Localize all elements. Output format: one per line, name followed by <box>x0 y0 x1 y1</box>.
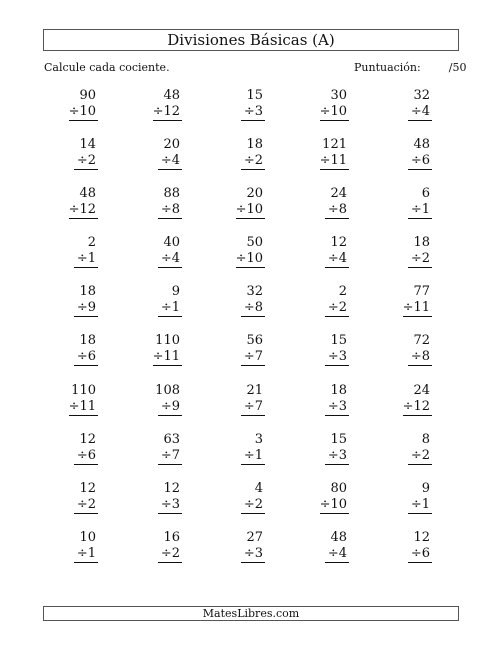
division-problem <box>372 432 432 465</box>
division-problem <box>122 186 182 219</box>
division-problem <box>38 481 98 514</box>
divisor: ÷12 <box>68 202 96 217</box>
division-problem <box>289 530 349 563</box>
division-problem <box>205 333 265 366</box>
division-problem <box>122 530 182 563</box>
division-problem <box>38 432 98 465</box>
division-problem <box>289 137 349 170</box>
dividend: 6 <box>421 186 430 201</box>
divisor: ÷6 <box>74 448 98 465</box>
dividend: 12 <box>79 432 96 447</box>
divisor: ÷12 <box>402 399 430 414</box>
divisor: ÷1 <box>158 300 182 317</box>
dividend: 12 <box>79 481 96 496</box>
divisor: ÷2 <box>241 153 265 170</box>
divisor: ÷3 <box>241 546 265 563</box>
dividend: 63 <box>163 432 180 447</box>
divisor: ÷7 <box>241 349 265 366</box>
division-problem <box>38 383 98 416</box>
dividend: 24 <box>330 186 347 201</box>
division-problem <box>372 481 432 514</box>
dividend: 80 <box>330 481 347 496</box>
divisor: ÷10 <box>319 497 347 512</box>
division-problem <box>38 333 98 366</box>
division-problem <box>205 88 265 121</box>
dividend: 48 <box>413 137 430 152</box>
division-problem <box>122 481 182 514</box>
divisor: ÷2 <box>325 300 349 317</box>
divisor: ÷2 <box>74 153 98 170</box>
division-problem <box>122 383 182 416</box>
dividend: 9 <box>171 284 180 299</box>
division-problem <box>372 137 432 170</box>
divisor: ÷2 <box>158 546 182 563</box>
divisor: ÷2 <box>241 497 265 514</box>
divisor: ÷11 <box>319 153 347 168</box>
divisor: ÷11 <box>402 300 430 315</box>
divisor: ÷4 <box>325 251 349 268</box>
dividend: 77 <box>413 284 430 299</box>
division-problem <box>205 186 265 219</box>
dividend: 48 <box>330 530 347 545</box>
division-problem <box>205 137 265 170</box>
division-problem <box>205 432 265 465</box>
dividend: 56 <box>246 333 263 348</box>
divisor: ÷1 <box>74 251 98 268</box>
divisor: ÷1 <box>408 497 432 514</box>
dividend: 12 <box>163 481 180 496</box>
dividend: 24 <box>413 383 430 398</box>
dividend: 3 <box>254 432 263 447</box>
dividend: 21 <box>246 383 263 398</box>
division-problem <box>38 186 98 219</box>
division-problem <box>372 235 432 268</box>
divisor: ÷3 <box>158 497 182 514</box>
division-problem <box>289 284 349 317</box>
division-problem <box>205 235 265 268</box>
dividend: 121 <box>322 137 347 152</box>
divisor: ÷11 <box>152 349 180 364</box>
division-problem <box>289 432 349 465</box>
dividend: 20 <box>163 137 180 152</box>
dividend: 15 <box>246 88 263 103</box>
division-problem <box>289 88 349 121</box>
dividend: 15 <box>330 333 347 348</box>
division-problem <box>372 333 432 366</box>
dividend: 18 <box>79 333 96 348</box>
division-problem <box>372 88 432 121</box>
dividend: 27 <box>246 530 263 545</box>
divisor: ÷4 <box>158 251 182 268</box>
dividend: 15 <box>330 432 347 447</box>
division-problem <box>372 383 432 416</box>
dividend: 16 <box>163 530 180 545</box>
divisor: ÷9 <box>158 399 182 416</box>
divisor: ÷4 <box>408 104 432 121</box>
division-problem <box>289 235 349 268</box>
instructions: Calcule cada cociente. <box>44 61 170 74</box>
division-problem <box>205 481 265 514</box>
divisor: ÷1 <box>241 448 265 465</box>
divisor: ÷12 <box>152 104 180 119</box>
division-problem <box>289 383 349 416</box>
divisor: ÷2 <box>74 497 98 514</box>
divisor: ÷2 <box>408 251 432 268</box>
divisor: ÷10 <box>319 104 347 119</box>
dividend: 30 <box>330 88 347 103</box>
footer-site: MatesLibres.com <box>43 606 459 621</box>
dividend: 20 <box>246 186 263 201</box>
dividend: 40 <box>163 235 180 250</box>
divisor: ÷8 <box>408 349 432 366</box>
divisor: ÷7 <box>158 448 182 465</box>
divisor: ÷1 <box>74 546 98 563</box>
divisor: ÷4 <box>325 546 349 563</box>
divisor: ÷1 <box>408 202 432 219</box>
divisor: ÷7 <box>241 399 265 416</box>
division-problem <box>122 333 182 366</box>
dividend: 18 <box>79 284 96 299</box>
dividend: 110 <box>71 383 96 398</box>
divisor: ÷6 <box>408 546 432 563</box>
dividend: 32 <box>413 88 430 103</box>
divisor: ÷2 <box>408 448 432 465</box>
dividend: 88 <box>163 186 180 201</box>
dividend: 48 <box>163 88 180 103</box>
division-problem <box>38 530 98 563</box>
dividend: 110 <box>155 333 180 348</box>
divisor: ÷4 <box>158 153 182 170</box>
dividend: 2 <box>87 235 96 250</box>
division-problem <box>205 284 265 317</box>
dividend: 50 <box>246 235 263 250</box>
divisor: ÷10 <box>68 104 96 119</box>
division-problem <box>122 88 182 121</box>
dividend: 9 <box>421 481 430 496</box>
dividend: 14 <box>79 137 96 152</box>
dividend: 8 <box>421 432 430 447</box>
divisor: ÷6 <box>408 153 432 170</box>
dividend: 18 <box>413 235 430 250</box>
division-problem <box>372 186 432 219</box>
dividend: 4 <box>254 481 263 496</box>
divisor: ÷8 <box>325 202 349 219</box>
division-problem <box>289 333 349 366</box>
division-problem <box>372 530 432 563</box>
division-problem <box>122 432 182 465</box>
dividend: 12 <box>330 235 347 250</box>
dividend: 32 <box>246 284 263 299</box>
dividend: 10 <box>79 530 96 545</box>
divisor: ÷11 <box>68 399 96 414</box>
divisor: ÷8 <box>158 202 182 219</box>
division-problem <box>205 383 265 416</box>
dividend: 48 <box>79 186 96 201</box>
score-total: /50 <box>448 61 467 74</box>
dividend: 18 <box>330 383 347 398</box>
divisor: ÷3 <box>325 448 349 465</box>
dividend: 18 <box>246 137 263 152</box>
score-label: Puntuación: <box>354 61 421 74</box>
division-problem <box>122 284 182 317</box>
division-problem <box>289 186 349 219</box>
divisor: ÷10 <box>235 251 263 266</box>
division-problem <box>38 88 98 121</box>
divisor: ÷10 <box>235 202 263 217</box>
division-problem <box>122 137 182 170</box>
dividend: 90 <box>79 88 96 103</box>
worksheet-title: Divisiones Básicas (A) <box>43 29 459 51</box>
divisor: ÷8 <box>241 300 265 317</box>
divisor: ÷9 <box>74 300 98 317</box>
divisor: ÷3 <box>325 399 349 416</box>
dividend: 72 <box>413 333 430 348</box>
division-problem <box>38 137 98 170</box>
division-problem <box>289 481 349 514</box>
division-problem <box>122 235 182 268</box>
division-problem <box>38 284 98 317</box>
dividend: 108 <box>155 383 180 398</box>
dividend: 2 <box>338 284 347 299</box>
division-problem <box>205 530 265 563</box>
divisor: ÷3 <box>325 349 349 366</box>
division-problem <box>38 235 98 268</box>
division-problem <box>372 284 432 317</box>
dividend: 12 <box>413 530 430 545</box>
divisor: ÷6 <box>74 349 98 366</box>
divisor: ÷3 <box>241 104 265 121</box>
